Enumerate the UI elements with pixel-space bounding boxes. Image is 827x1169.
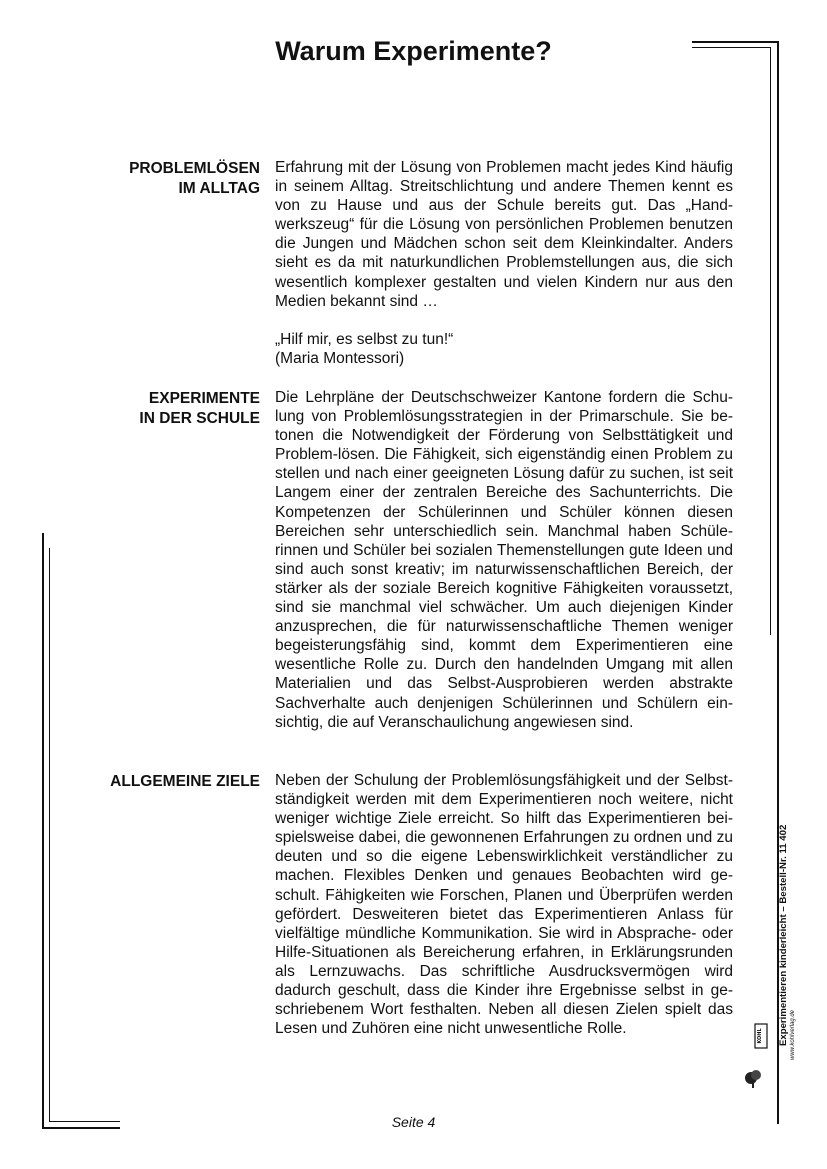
heading-line: IN DER SCHULE [139, 410, 260, 427]
heading-line: EXPERIMENTE [148, 390, 260, 407]
page-number: Seite 4 [391, 1114, 436, 1130]
publisher-logo-icon [741, 1020, 771, 1090]
paragraph: Die Lehrpläne der Deutschschweizer Kantone fordern die Schulung von Problemlösungsstrategien in der Primarschule. Sie betonen die Notwendigkeit der Förderung von Selbsttätigkeit und Problem-lösen. Die Fähigkeit, sich eigenständig einen Problem zu stellen und nach einer geeigneten Lösung dafür zu suchen, ist seit Langem einer der zentralen Bereiche des Sachunterrichts. Die Kompetenzen der Schülerinnen und Schüler können diesen Bereichen sehr unterschiedlich sein. Manchmal haben Schülerinnen und Schüler bei sozialen Themenstellungen gute Ideen und sind auch sonst kreativ; im naturwissenschaftlichen Bereich, der stärker als der soziale Bereich kognitive Fähigkeiten voraussetzt, sind sie manchmal viel schwächer. Um auch diejenigen Kinder anzusprechen, die für naturwissenschaftliche Themen weniger begeisterungsfähig sind, kommt dem Experimentieren eine wesentliche Rolle zu. Durch den handelnden Umgang mit allen Materialien und das Selbst-Ausprobieren werden abstrakte Sachverhalte auch denjenigen Schülerinnen und Schülern einsichtig, die auf Veranschaulichung angewiesen sind. [275, 389, 733, 731]
heading-line: IM ALLTAG [178, 180, 260, 197]
section-text-experimente [275, 388, 733, 732]
paragraph: Neben der Schulung der Problemlösungsfähigkeit und der Selbstständigkeit werden mit dem Experimentieren noch weitere, nicht weniger wichtige Ziele erreicht. So hilft das Experimentieren beispielsweise dabei, die gewonnenen Erfahrungen zu ordnen und zu deuten und so die eigene Lebenswirklichkeit verständlicher zu machen. Flexibles Denken und genaues Beobachten wird geschult. Fähigkeiten wie Forschen, Planen und Überprüfen werden gefördert. Desweiteren bietet das Experimentieren Anlass für vielfältige mündliche Kommunikation. Sie wird in Absprache- oder Hilfe-Situationen als Bereicherung erfahren, in Erklärungsrunden als Lernzuwachs. Das schriftliche Ausdrucksvermögen wird dadurch geschult, dass die Kinder ihre Ergebnisse selbst in geschriebenem Wort festhalten. Neben all diesen Zielen spielt das Lesen und Zuhören eine nicht unwesentliche Rolle. [275, 772, 733, 1038]
svg-text:KOHL: KOHL [757, 1028, 763, 1044]
paragraph: Erfahrung mit der Lösung von Problemen macht jedes Kind häufig in seinem Alltag. Streitschlichtung und andere Themen kennt es von zu Hause und aus der Schule bereits gut. Das „Handwerkszeug“ für die Lösung von persönlichen Problemen benutzen die Jungen und Mädchen schon seit dem Kleinkindalter. Anders sieht es da mit naturkundlichen Problemstellungen aus, die sich wesentlich komplexer gestalten und vielen Kindern nur aus den Medien bekannt sind … [275, 159, 733, 310]
sidebar-book-title: Experimentieren kinderleicht – Bestell-Nr. 11 402 [778, 824, 789, 1046]
section-heading-problemloesen [90, 159, 260, 199]
section-text-ziele [275, 771, 733, 1038]
heading-line: PROBLEMLÖSEN [129, 160, 260, 177]
section-text-problemloesen [275, 158, 733, 368]
section-heading-experimente [90, 389, 260, 429]
section-heading-ziele [90, 772, 260, 792]
heading-line: ALLGEMEINE ZIELE [110, 773, 260, 790]
quote-author: (Maria Montessori) [275, 349, 405, 367]
quote: „Hilf mir, es selbst zu tun!“ [275, 330, 454, 348]
page-title: Warum Experimente? [275, 36, 552, 66]
sidebar-url: www.kohlverlag.de [790, 1009, 796, 1060]
